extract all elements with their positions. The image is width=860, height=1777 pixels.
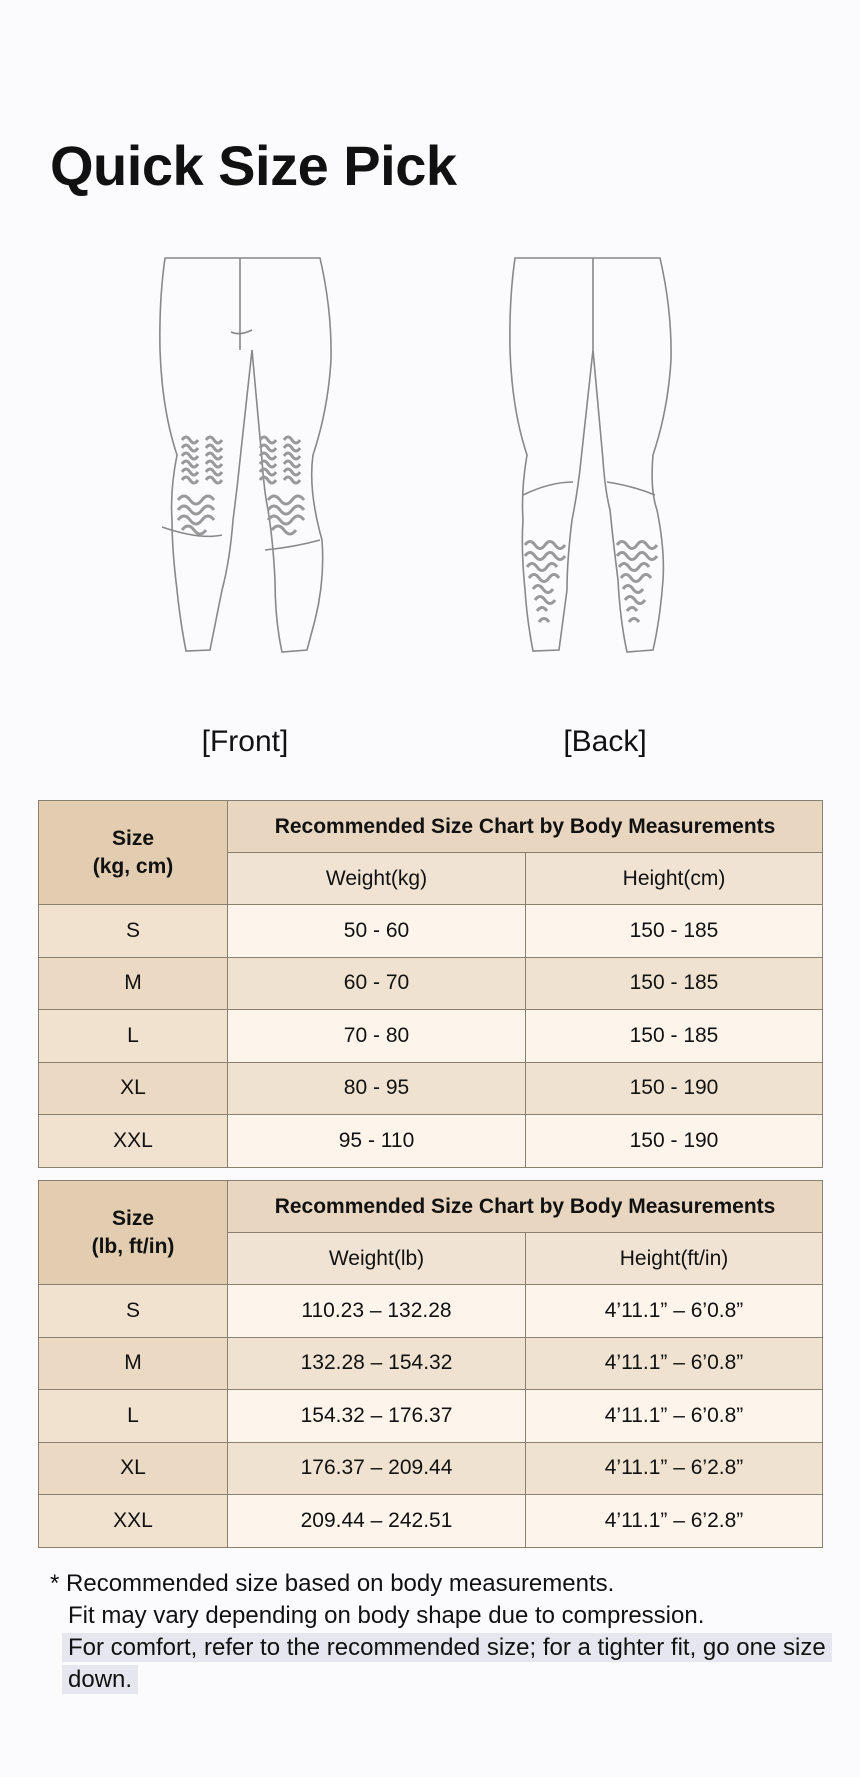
back-label: [Back]	[563, 725, 647, 758]
size-cell: L	[39, 1010, 228, 1063]
height-cell: 150 - 190	[526, 1062, 823, 1115]
front-label: [Front]	[201, 725, 289, 758]
weight-cell: 95 - 110	[228, 1115, 526, 1168]
weight-cell: 60 - 70	[228, 957, 526, 1010]
table-row	[39, 1062, 823, 1115]
leggings-front-illustration	[150, 250, 350, 670]
size-header-cell	[39, 801, 228, 905]
table-row	[39, 1390, 823, 1443]
height-cell: 150 - 185	[526, 957, 823, 1010]
size-header-unit: (kg, cm)	[92, 854, 174, 878]
weight-cell: 176.37 – 209.44	[228, 1442, 526, 1495]
table-row	[39, 1442, 823, 1495]
weight-cell: 80 - 95	[228, 1062, 526, 1115]
table-row	[39, 905, 823, 958]
note-line-2: Fit may vary depending on body shape due to compression.	[68, 1602, 705, 1629]
weight-cell: 50 - 60	[228, 905, 526, 958]
height-cell: 150 - 190	[526, 1115, 823, 1168]
table-row	[39, 1495, 823, 1548]
leggings-back-illustration	[505, 250, 705, 670]
weight-cell: 70 - 80	[228, 1010, 526, 1063]
size-chart-metric	[38, 800, 823, 1168]
height-column-header: Height(ft/in)	[526, 1233, 823, 1285]
size-cell: L	[39, 1390, 228, 1443]
height-cell: 4’11.1” – 6’0.8”	[526, 1337, 823, 1390]
size-cell: XXL	[39, 1495, 228, 1548]
size-cell: S	[39, 905, 228, 958]
size-cell: XXL	[39, 1115, 228, 1168]
page-title: Quick Size Pick	[50, 134, 457, 197]
weight-column-header: Weight(lb)	[228, 1233, 526, 1285]
size-header-label: Size	[111, 826, 155, 850]
size-cell: S	[39, 1285, 228, 1338]
leggings-illustrations	[0, 250, 860, 770]
note-line-1: * Recommended size based on body measurements.	[50, 1570, 615, 1597]
size-cell: XL	[39, 1442, 228, 1495]
height-cell: 150 - 185	[526, 1010, 823, 1063]
fit-notes	[50, 1568, 830, 1696]
size-chart-imperial	[38, 1180, 823, 1548]
height-cell: 4’11.1” – 6’2.8”	[526, 1442, 823, 1495]
weight-cell: 132.28 – 154.32	[228, 1337, 526, 1390]
height-cell: 4’11.1” – 6’0.8”	[526, 1390, 823, 1443]
size-cell: M	[39, 957, 228, 1010]
size-header-label: Size	[111, 1206, 155, 1230]
size-cell: M	[39, 1337, 228, 1390]
size-header-cell	[39, 1181, 228, 1285]
size-cell: XL	[39, 1062, 228, 1115]
height-cell: 4’11.1” – 6’0.8”	[526, 1285, 823, 1338]
height-cell: 4’11.1” – 6’2.8”	[526, 1495, 823, 1548]
table-row	[39, 1115, 823, 1168]
table-row	[39, 1337, 823, 1390]
weight-cell: 154.32 – 176.37	[228, 1390, 526, 1443]
note-line-3-highlighted: For comfort, refer to the recommended size; for a tighter fit, go one size down.	[62, 1633, 832, 1694]
size-header-unit: (lb, ft/in)	[91, 1234, 175, 1258]
table-row	[39, 1010, 823, 1063]
table-row	[39, 957, 823, 1010]
table-main-header: Recommended Size Chart by Body Measurements	[228, 801, 823, 853]
table-row	[39, 1285, 823, 1338]
weight-column-header: Weight(kg)	[228, 853, 526, 905]
height-column-header: Height(cm)	[526, 853, 823, 905]
table-main-header: Recommended Size Chart by Body Measurements	[228, 1181, 823, 1233]
weight-cell: 110.23 – 132.28	[228, 1285, 526, 1338]
height-cell: 150 - 185	[526, 905, 823, 958]
weight-cell: 209.44 – 242.51	[228, 1495, 526, 1548]
